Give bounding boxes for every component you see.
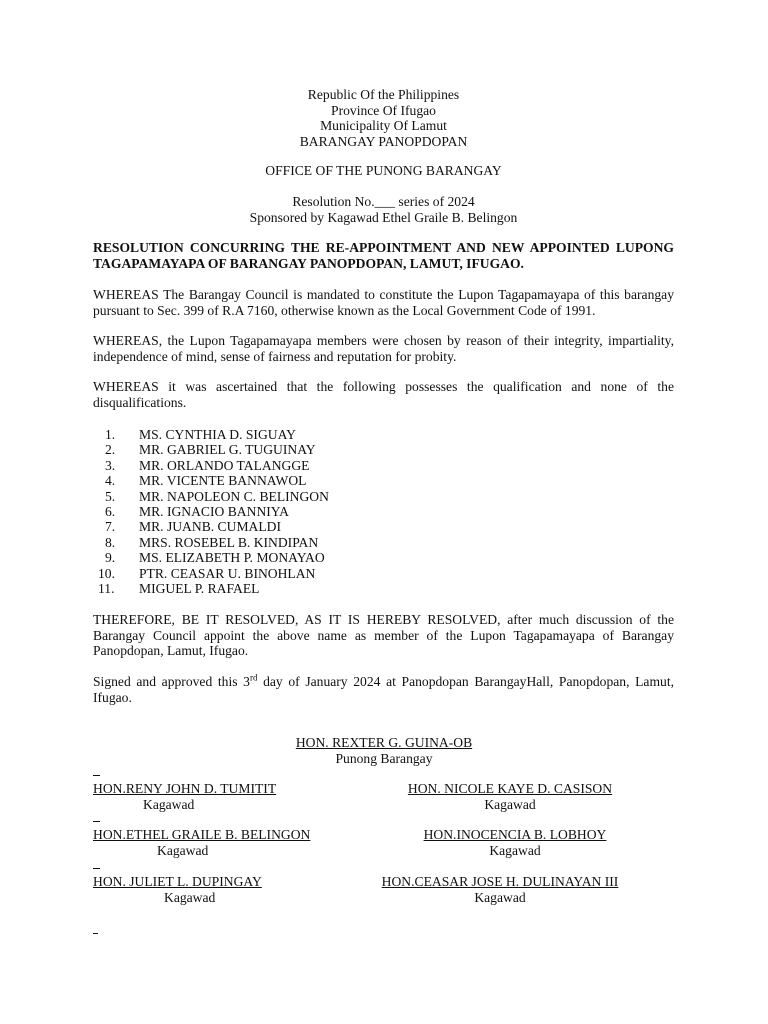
resolution-number: Resolution No.___ series of 2024 [292, 194, 475, 209]
signature-kagawad-2: HON. NICOLE KAYE D. CASISON Kagawad [407, 781, 613, 812]
whereas-clause-2: WHEREAS, the Lupon Tagapamayapa members were chosen by reason of their integrity, impartiality, independence of mind, sense of fairness and reputation for probity. [93, 333, 674, 364]
list-item: 9. MS. ELIZABETH P. MONAYAO [105, 550, 325, 566]
signature-punong-barangay: HON. REXTER G. GUINA-OB Punong Barangay [295, 735, 473, 766]
signature-kagawad-6: HON.CEASAR JOSE H. DULINAYAN III Kagawad [381, 874, 619, 905]
list-item: 10. PTR. CEASAR U. BINOHLAN [98, 565, 316, 581]
office-title: OFFICE OF THE PUNONG BARANGAY [265, 163, 502, 178]
list-item: 1. MS. CYNTHIA D. SIGUAY [105, 427, 296, 442]
list-item: 3. MR. ORLANDO TALANGGE [105, 457, 310, 473]
resolution-title: RESOLUTION CONCURRING THE RE-APPOINTMENT AND NEW APPOINTED LUPONG TAGAPAMAYAPA OF BARANGAY PANOPDOPAN, LAMUT, IFUGAO. [93, 240, 674, 271]
list-item: 8. MRS. ROSEBEL B. KINDIPAN [105, 534, 319, 550]
signature-kagawad-1: HON.RENY JOHN D. TUMITIT Kagawad [93, 781, 277, 812]
province-line: Province Of Ifugao [331, 102, 436, 118]
list-item: 2. MR. GABRIEL G. TUGUINAY [105, 442, 316, 458]
signature-mark [93, 933, 98, 934]
signature-kagawad-4: HON.INOCENCIA B. LOBHOY Kagawad [423, 827, 607, 858]
list-item: 4. MR. VICENTE BANNAWOL [105, 473, 307, 489]
list-item: 6. MR. IGNACIO BANNIYA [105, 503, 289, 519]
resolution-info [93, 194, 674, 225]
signature-kagawad-3: HON.ETHEL GRAILE B. BELINGON Kagawad [93, 827, 311, 858]
whereas-clause-3: WHEREAS it was ascertained that the following possesses the qualification and none of the disqualifications. [93, 379, 674, 410]
therefore-clause: THEREFORE, BE IT RESOLVED, AS IT IS HEREBY RESOLVED, after much discussion of the Barangay Council appoint the above name as member of the Lupon Tagapamayapa of Barangay Panopdopan, Lamut, Ifugao. [93, 612, 674, 658]
letterhead [93, 87, 674, 149]
signed-clause: Signed and approved this 3rd day of January 2024 at Panopdopan BarangayHall, Panopdopan, Lamut, Ifugao. [93, 672, 675, 705]
signature-mark [93, 868, 100, 869]
member-list [93, 427, 329, 596]
sponsor-line: Sponsored by Kagawad Ethel Graile B. Belingon [249, 209, 518, 225]
list-item: 11. MIGUEL P. RAFAEL [98, 580, 260, 596]
country-line: Republic Of the Philippines [307, 87, 460, 102]
signature-mark [93, 775, 100, 776]
signature-kagawad-5: HON. JULIET L. DUPINGAY Kagawad [93, 874, 262, 905]
signature-mark [93, 821, 100, 822]
whereas-clause-1: WHEREAS The Barangay Council is mandated to constitute the Lupon Tagapamayapa of this barangay pursuant to Sec. 399 of R.A 7160, otherwise known as the Local Government Code of 1991. [93, 287, 674, 318]
list-item: 5. MR. NAPOLEON C. BELINGON [105, 488, 329, 504]
barangay-line: BARANGAY PANOPDOPAN [299, 133, 468, 149]
list-item: 7. MR. JUANB. CUMALDI [105, 519, 281, 535]
municipality-line: Municipality Of Lamut [320, 118, 447, 133]
